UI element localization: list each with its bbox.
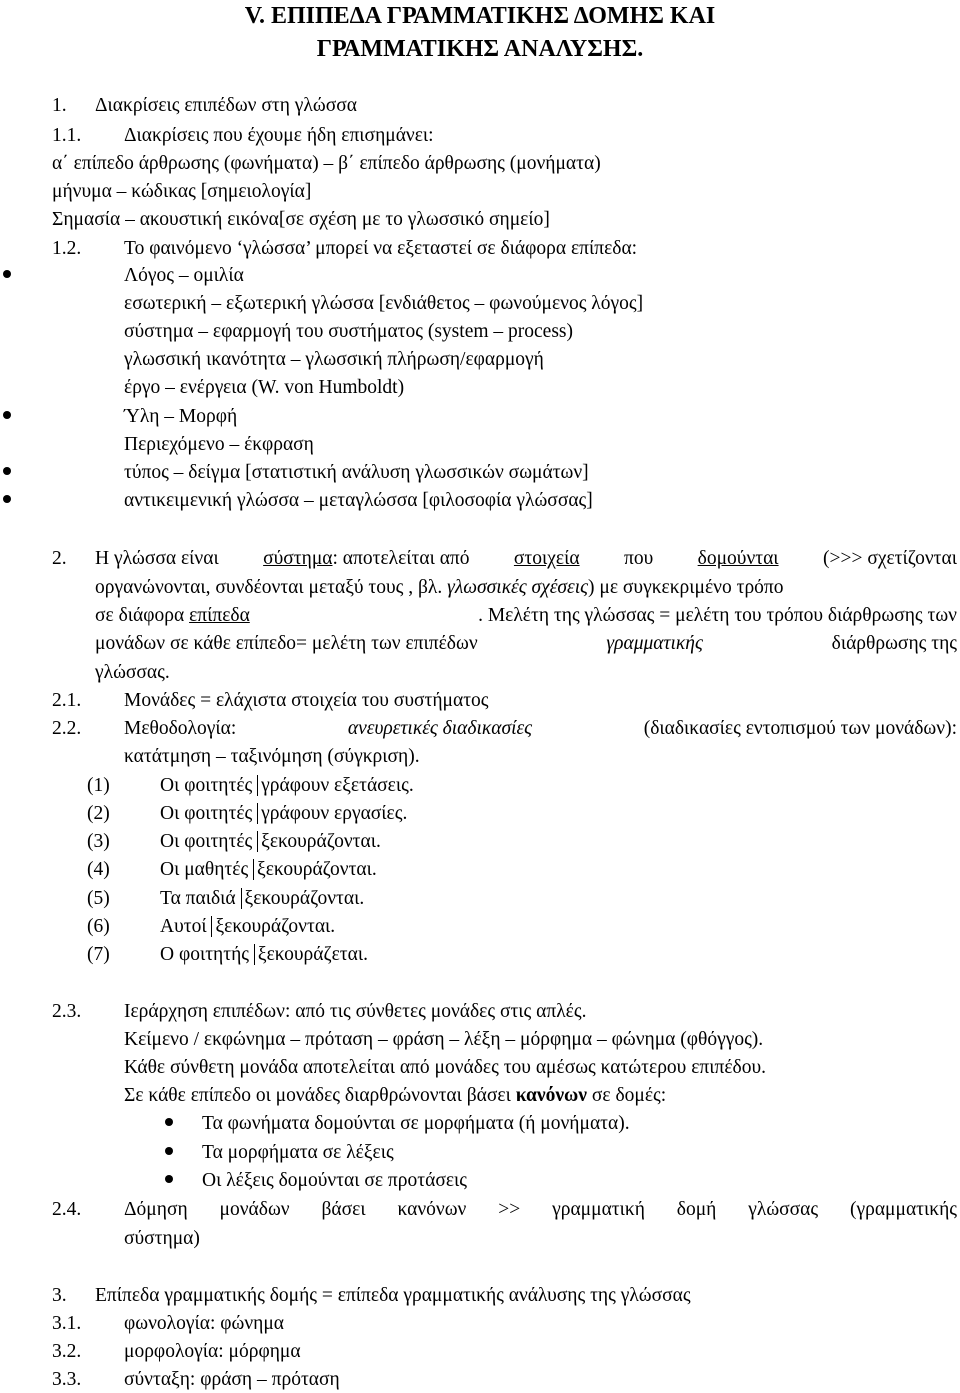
italic-term: ανευρετικές διαδικασίες: [347, 718, 533, 739]
section-1-1-line: Σημασία – ακουστική εικόνα[σε σχέση με το γλωσσικό σημείο]: [52, 209, 550, 230]
section-1-heading: Διακρίσεις επιπέδων στη γλώσσα: [95, 95, 357, 116]
example-sentence: Οι φοιτητές γράφουν εργασίες.: [160, 803, 408, 824]
section-3-sub-number: 3.1.: [52, 1313, 82, 1334]
example-number: (3): [87, 831, 110, 852]
section-2-4-line: σύστημα): [124, 1228, 200, 1249]
section-3-heading: Επίπεδα γραμματικής δομής = επίπεδα γραμματικής ανάλυσης της γλώσσας: [95, 1285, 691, 1306]
bullet-icon: [3, 467, 11, 475]
section-3-sub-number: 3.3.: [52, 1369, 82, 1390]
page-title-line-2: ΓΡΑΜΜΑΤΙΚΗΣ ΑΝΑΛΥΣΗΣ.: [316, 36, 644, 62]
bold-term: κανόνων: [515, 1085, 588, 1106]
example-sentence: Οι φοιτητές γράφουν εξετάσεις.: [160, 775, 414, 796]
section-1-2-heading: Το φαινόμενο ‘γλώσσα’ μπορεί να εξεταστεί σε διάφορα επίπεδα:: [124, 238, 638, 259]
section-1-1-line: μήνυμα – κώδικας [σημειολογία]: [52, 181, 312, 202]
list-item: σύστημα – εφαρμογή του συστήματος (system – process): [124, 321, 573, 342]
bullet-icon: [165, 1147, 173, 1155]
list-item: Ύλη – Μορφή: [124, 406, 238, 427]
example-number: (5): [87, 888, 110, 909]
section-1-1-heading: Διακρίσεις που έχουμε ήδη επισημάνει:: [124, 125, 434, 146]
segment-boundary: ξεκουράζονται.: [211, 916, 335, 937]
italic-term: γλωσσικές σχέσεις: [447, 577, 589, 598]
section-2-2-number: 2.2.: [52, 718, 82, 739]
list-item: Τα μορφήματα σε λέξεις: [202, 1142, 394, 1163]
segment-boundary: ξεκουράζονται.: [241, 888, 365, 909]
section-2-paragraph-line: μονάδων σε κάθε επίπεδο= μελέτη των επιπέδων γραμματικής διάρθρωσης της: [95, 633, 957, 654]
section-2-3-line: Κείμενο / εκφώνημα – πρόταση – φράση – λέξη – μόρφημα – φώνημα (φθόγγος).: [124, 1029, 764, 1050]
example-number: (7): [87, 944, 110, 965]
underlined-term: σύστημα: [263, 548, 333, 569]
segment-boundary: ξεκουράζονται.: [253, 859, 377, 880]
underlined-term: επίπεδα: [189, 605, 250, 626]
segment-boundary: γράφουν εργασίες.: [257, 803, 407, 824]
example-number: (4): [87, 859, 110, 880]
section-2-2-line: κατάτμηση – ταξινόμηση (σύγκριση).: [124, 746, 420, 767]
underlined-term: στοιχεία: [513, 548, 580, 569]
section-2-number: 2.: [52, 548, 67, 569]
section-3-sub-text: φωνολογία: φώνημα: [124, 1313, 285, 1334]
section-2-1-number: 2.1.: [52, 690, 82, 711]
section-3-sub-number: 3.2.: [52, 1341, 82, 1362]
list-item: αντικειμενική γλώσσα – μεταγλώσσα [φιλοσοφία γλώσσας]: [124, 490, 593, 511]
example-sentence: Τα παιδιά ξεκουράζονται.: [160, 888, 365, 909]
section-3-sub-text: σύνταξη: φράση – πρόταση: [124, 1369, 340, 1390]
example-sentence: Αυτοί ξεκουράζονται.: [160, 916, 336, 937]
section-2-1-text: Μονάδες = ελάχιστα στοιχεία του συστήματος: [124, 690, 489, 711]
section-2-paragraph-line: οργανώνονται, συνδέονται μεταξύ τους , βλ. γλωσσικές σχέσεις) με συγκεκριμένο τρόπο: [95, 577, 784, 598]
section-2-paragraph-line: Η γλώσσα είναι σύστημα: αποτελείται από στοιχεία που δομούνται (>>> σχετίζονται: [95, 548, 957, 569]
list-item: εσωτερική – εξωτερική γλώσσα [ενδιάθετος – φωνούμενος λόγος]: [124, 293, 644, 314]
section-2-paragraph-line: γλώσσας.: [95, 662, 170, 683]
section-3-sub-text: μορφολογία: μόρφημα: [124, 1341, 301, 1362]
list-item: Λόγος – ομιλία: [124, 265, 244, 286]
italic-term: γραμματικής: [606, 633, 703, 654]
segment-boundary: ξεκουράζεται.: [254, 944, 368, 965]
section-2-2-line: Μεθοδολογία: ανευρετικές διαδικασίες (διαδικασίες εντοπισμού των μονάδων):: [124, 718, 957, 739]
section-2-3-number: 2.3.: [52, 1001, 82, 1022]
section-1-1-number: 1.1.: [52, 125, 82, 146]
example-number: (1): [87, 775, 110, 796]
list-item: Τα φωνήματα δομούνται σε μορφήματα (ή μονήματα).: [202, 1113, 630, 1134]
example-sentence: Οι μαθητές ξεκουράζονται.: [160, 859, 377, 880]
bullet-icon: [3, 411, 11, 419]
example-number: (6): [87, 916, 110, 937]
bullet-icon: [165, 1175, 173, 1183]
section-2-4-number: 2.4.: [52, 1199, 82, 1220]
section-1-1-line: α΄ επίπεδο άρθρωσης (φωνήματα) – β΄ επίπεδο άρθρωσης (μονήματα): [52, 153, 601, 174]
example-sentence: Οι φοιτητές ξεκουράζονται.: [160, 831, 381, 852]
section-2-3-line: Ιεράρχηση επιπέδων: από τις σύνθετες μονάδες στις απλές.: [124, 1001, 587, 1022]
list-item: Περιεχόμενο – έκφραση: [124, 434, 314, 455]
section-1-number: 1.: [52, 95, 67, 116]
segment-boundary: γράφουν εξετάσεις.: [257, 775, 414, 796]
section-2-3-rule: Σε κάθε επίπεδο οι μονάδες διαρθρώνονται βάσει κανόνων σε δομές:: [124, 1085, 667, 1106]
list-item: τύπος – δείγμα [στατιστική ανάλυση γλωσσικών σωμάτων]: [124, 462, 589, 483]
list-item: γλωσσική ικανότητα – γλωσσική πλήρωση/εφαρμογή: [124, 349, 544, 370]
underlined-term: δομούνται: [697, 548, 779, 569]
example-sentence: Ο φοιτητής ξεκουράζεται.: [160, 944, 368, 965]
bullet-icon: [3, 270, 11, 278]
section-2-3-line: Κάθε σύνθετη μονάδα αποτελείται από μονάδες του αμέσως κατώτερου επιπέδου.: [124, 1057, 766, 1078]
section-3-number: 3.: [52, 1285, 67, 1306]
section-2-4-line: Δόμηση μονάδων βάσει κανόνων >> γραμματική δομή γλώσσας (γραμματικής: [124, 1199, 957, 1220]
page-title-line-1: V. ΕΠΙΠΕΔΑ ΓΡΑΜΜΑΤΙΚΗΣ ΔΟΜΗΣ ΚΑΙ: [244, 3, 716, 29]
bullet-icon: [165, 1118, 173, 1126]
list-item: έργο – ενέργεια (W. von Humboldt): [124, 377, 405, 398]
section-1-2-number: 1.2.: [52, 238, 82, 259]
list-item: Οι λέξεις δομούνται σε προτάσεις: [202, 1170, 467, 1191]
bullet-icon: [3, 495, 11, 503]
example-number: (2): [87, 803, 110, 824]
section-2-paragraph-line: σε διάφορα επίπεδα . Μελέτη της γλώσσας = μελέτη του τρόπου διάρθρωσης των: [95, 605, 957, 626]
segment-boundary: ξεκουράζονται.: [257, 831, 381, 852]
